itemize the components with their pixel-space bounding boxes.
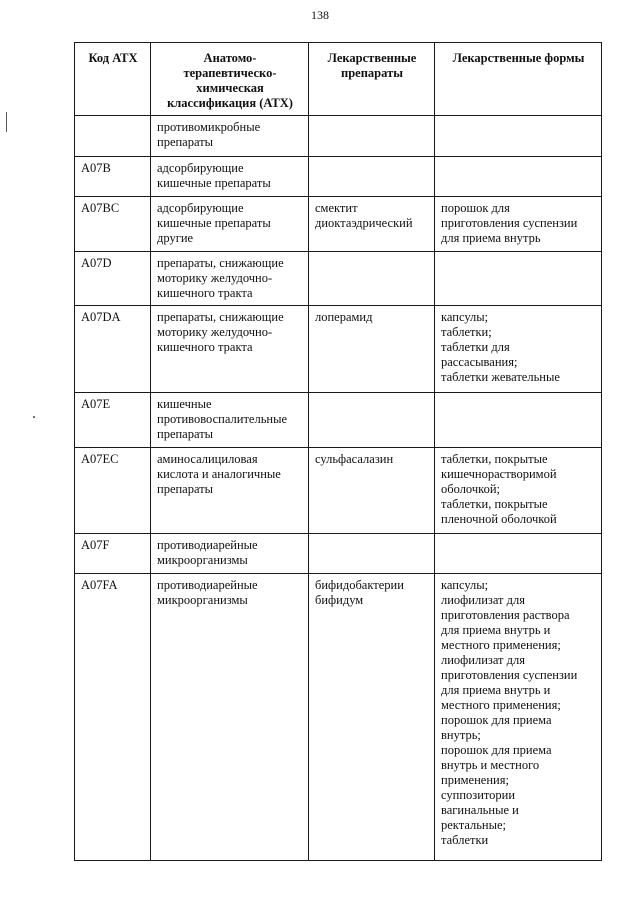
table-row xyxy=(75,393,602,448)
cell-code: A07F xyxy=(75,534,151,574)
cell-forms xyxy=(435,116,602,157)
cell-code: A07D xyxy=(75,252,151,306)
table-row xyxy=(75,116,602,157)
cell-classification: препараты, снижающие моторику желудочно- кишечного тракта xyxy=(151,252,309,306)
cell-classification: противомикробные препараты xyxy=(151,116,309,157)
cell-drug: сульфасалазин xyxy=(309,448,435,534)
table-row xyxy=(75,448,602,534)
cell-code: A07BC xyxy=(75,197,151,252)
cell-drug xyxy=(309,252,435,306)
table-row xyxy=(75,306,602,393)
header-classification: Анатомо- терапевтическо- химическая классификация (АТХ) xyxy=(151,43,309,116)
cell-drug: бифидобактерии бифидум xyxy=(309,574,435,861)
cell-classification: адсорбирующие кишечные препараты другие xyxy=(151,197,309,252)
cell-forms: порошок для приготовления суспензии для приема внутрь xyxy=(435,197,602,252)
margin-dot xyxy=(33,416,35,418)
atc-table xyxy=(74,42,602,861)
cell-drug: смектит диоктаэдрический xyxy=(309,197,435,252)
table-row xyxy=(75,197,602,252)
cell-forms xyxy=(435,157,602,197)
cell-forms: капсулы; таблетки; таблетки для рассасывания; таблетки жевательные xyxy=(435,306,602,393)
header-atc-code: Код АТХ xyxy=(75,43,151,116)
page-number: 138 xyxy=(311,8,329,22)
cell-classification: аминосалициловая кислота и аналогичные препараты xyxy=(151,448,309,534)
cell-forms xyxy=(435,534,602,574)
cell-code: A07DA xyxy=(75,306,151,393)
table-header-row xyxy=(75,43,602,116)
table-row xyxy=(75,157,602,197)
cell-code: A07E xyxy=(75,393,151,448)
cell-forms: капсулы; лиофилизат для приготовления раствора для приема внутрь и местного применения; лиофилизат для приготовления суспензии для приема внутрь и местного применения; порошок для приема внутрь; порошок для приема внутрь и местного применения; суппозитории вагинальные и ректальные; таблетки xyxy=(435,574,602,861)
cell-classification: адсорбирующие кишечные препараты xyxy=(151,157,309,197)
cell-forms xyxy=(435,252,602,306)
cell-forms xyxy=(435,393,602,448)
cell-drug xyxy=(309,393,435,448)
margin-mark xyxy=(6,112,7,132)
table-row xyxy=(75,534,602,574)
table-row xyxy=(75,252,602,306)
cell-classification: препараты, снижающие моторику желудочно- кишечного тракта xyxy=(151,306,309,393)
cell-classification: кишечные противовоспалительные препараты xyxy=(151,393,309,448)
cell-forms: таблетки, покрытые кишечнорастворимой оболочкой; таблетки, покрытые пленочной оболочкой xyxy=(435,448,602,534)
header-drugs: Лекарственные препараты xyxy=(309,43,435,116)
cell-drug xyxy=(309,534,435,574)
cell-drug xyxy=(309,157,435,197)
cell-code xyxy=(75,116,151,157)
cell-drug xyxy=(309,116,435,157)
cell-drug: лоперамид xyxy=(309,306,435,393)
cell-code: A07EC xyxy=(75,448,151,534)
cell-code: A07B xyxy=(75,157,151,197)
cell-classification: противодиарейные микроорганизмы xyxy=(151,574,309,861)
cell-classification: противодиарейные микроорганизмы xyxy=(151,534,309,574)
header-dosage-forms: Лекарственные формы xyxy=(435,43,602,116)
cell-code: A07FA xyxy=(75,574,151,861)
table-row xyxy=(75,574,602,861)
